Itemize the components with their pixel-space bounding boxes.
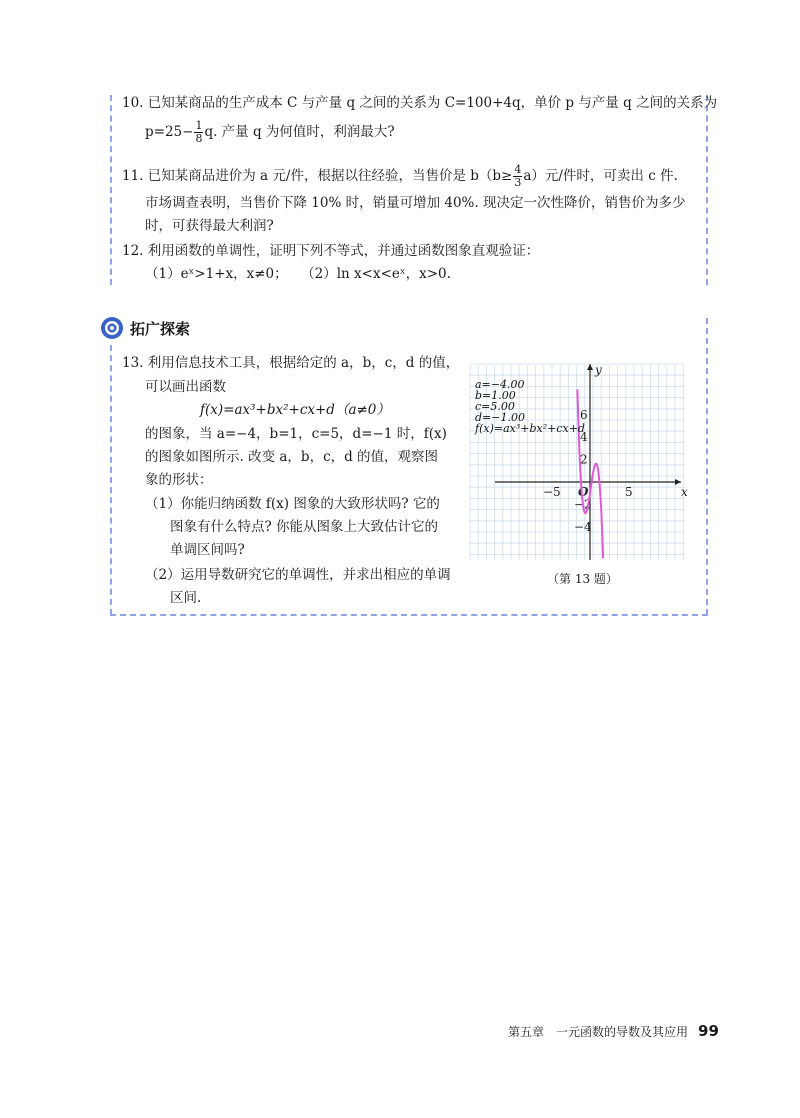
problem-13-formula: f(x)=ax³+bx²+cx+d（a≠0） bbox=[200, 402, 390, 418]
problem-11-line2: 市场调查表明，当售价下降 10% 时，销量可增加 40%. 现决定一次性降价，销售价为多少 bbox=[145, 195, 686, 211]
x-tick-label: −5 bbox=[543, 485, 561, 499]
problem-10-line2-pre: p=25− bbox=[145, 124, 194, 140]
problem-10-line2 bbox=[145, 120, 395, 145]
problem-13-q1-line3: 单调区间吗? bbox=[170, 542, 245, 558]
fraction-denominator: 8 bbox=[195, 132, 203, 145]
problem-13-q2-line2: 区间. bbox=[170, 590, 202, 606]
problem-13-line1: 13. 利用信息技术工具，根据给定的 a，b，c，d 的值， bbox=[122, 355, 460, 371]
problem-13-line4: 的图象如图所示. 改变 a，b，c，d 的值，观察图 bbox=[145, 449, 439, 465]
problem-13-q2-line1: （2）运用导数研究它的单调性，并求出相应的单调 bbox=[145, 567, 451, 583]
y-axis-label: y bbox=[595, 363, 602, 377]
problem-10-fraction bbox=[194, 120, 203, 145]
box-left-border-top bbox=[110, 95, 112, 285]
problem-13-line2: 可以画出函数 bbox=[145, 379, 226, 395]
problem-11-line1-post: a）元/件时，可卖出 c 件. bbox=[523, 168, 678, 184]
y-tick-label: 6 bbox=[580, 407, 588, 422]
problem-10-line1: 10. 已知某商品的生产成本 C 与产量 q 之间的关系为 C=100+4q，单价 p 与产量 q 之间的关系为 bbox=[122, 95, 718, 111]
param-label: d=−1.00 bbox=[475, 411, 525, 424]
fraction-denominator: 3 bbox=[514, 176, 522, 189]
problem-13-line3: 的图象，当 a=−4，b=1，c=5，d=−1 时，f(x) bbox=[145, 426, 447, 442]
graph-ticks bbox=[543, 363, 688, 534]
y-axis-arrow bbox=[587, 364, 593, 370]
page-footer bbox=[508, 1022, 719, 1040]
box-right-border-bottom bbox=[706, 318, 708, 615]
box-right-border-top bbox=[706, 95, 708, 285]
fraction-numerator: 1 bbox=[195, 119, 203, 132]
function-label: f(x)=ax³+bx²+cx+d bbox=[475, 422, 585, 435]
section-header bbox=[100, 316, 190, 340]
y-tick-label: −4 bbox=[574, 519, 592, 534]
problem-13-line5: 象的形状： bbox=[145, 472, 213, 488]
chapter-title: 第五章 一元函数的导数及其应用 bbox=[508, 1025, 689, 1039]
fraction-numerator: 4 bbox=[514, 163, 522, 176]
problem-10-line2-post: q. 产量 q 为何值时，利润最大? bbox=[204, 124, 395, 140]
origin-label: O bbox=[578, 485, 589, 499]
figure-caption: （第 13 题） bbox=[547, 572, 618, 586]
problem-12-line2: （1）eˣ>1+x，x≠0； （2）ln x<x<eˣ，x>0. bbox=[145, 266, 451, 282]
problem-12-line1: 12. 利用函数的单调性，证明下列不等式，并通过函数图象直观验证： bbox=[122, 243, 540, 259]
x-tick-label: 5 bbox=[625, 485, 633, 499]
problem-13-q1-line2: 图象有什么特点? 你能从图象上大致估计它的 bbox=[170, 519, 439, 535]
problem-11-line1-pre: 11. 已知某商品进价为 a 元/件，根据以往经验，当售价是 b（b≥ bbox=[122, 168, 513, 184]
y-tick-label: 2 bbox=[580, 452, 588, 467]
page-number: 99 bbox=[698, 1022, 719, 1040]
box-left-border-bottom bbox=[110, 345, 112, 615]
problem-11-line3: 时，可获得最大利润? bbox=[145, 218, 274, 234]
target-icon bbox=[100, 316, 124, 340]
cubic-function-graph bbox=[465, 360, 690, 565]
y-tick-label: 4 bbox=[580, 430, 588, 445]
param-label: b=1.00 bbox=[475, 389, 516, 402]
param-label: c=5.00 bbox=[475, 400, 515, 413]
section-title: 拓广探索 bbox=[130, 319, 191, 338]
x-axis-label: x bbox=[681, 485, 688, 499]
param-label: a=−4.00 bbox=[475, 378, 525, 391]
problem-11-line1 bbox=[122, 164, 678, 189]
box-bottom-border bbox=[110, 614, 708, 616]
y-tick-label: −2 bbox=[574, 497, 592, 512]
problem-11-fraction bbox=[513, 164, 522, 189]
problem-13-q1-line1: （1）你能归纳函数 f(x) 图象的大致形状吗? 它的 bbox=[145, 496, 440, 512]
